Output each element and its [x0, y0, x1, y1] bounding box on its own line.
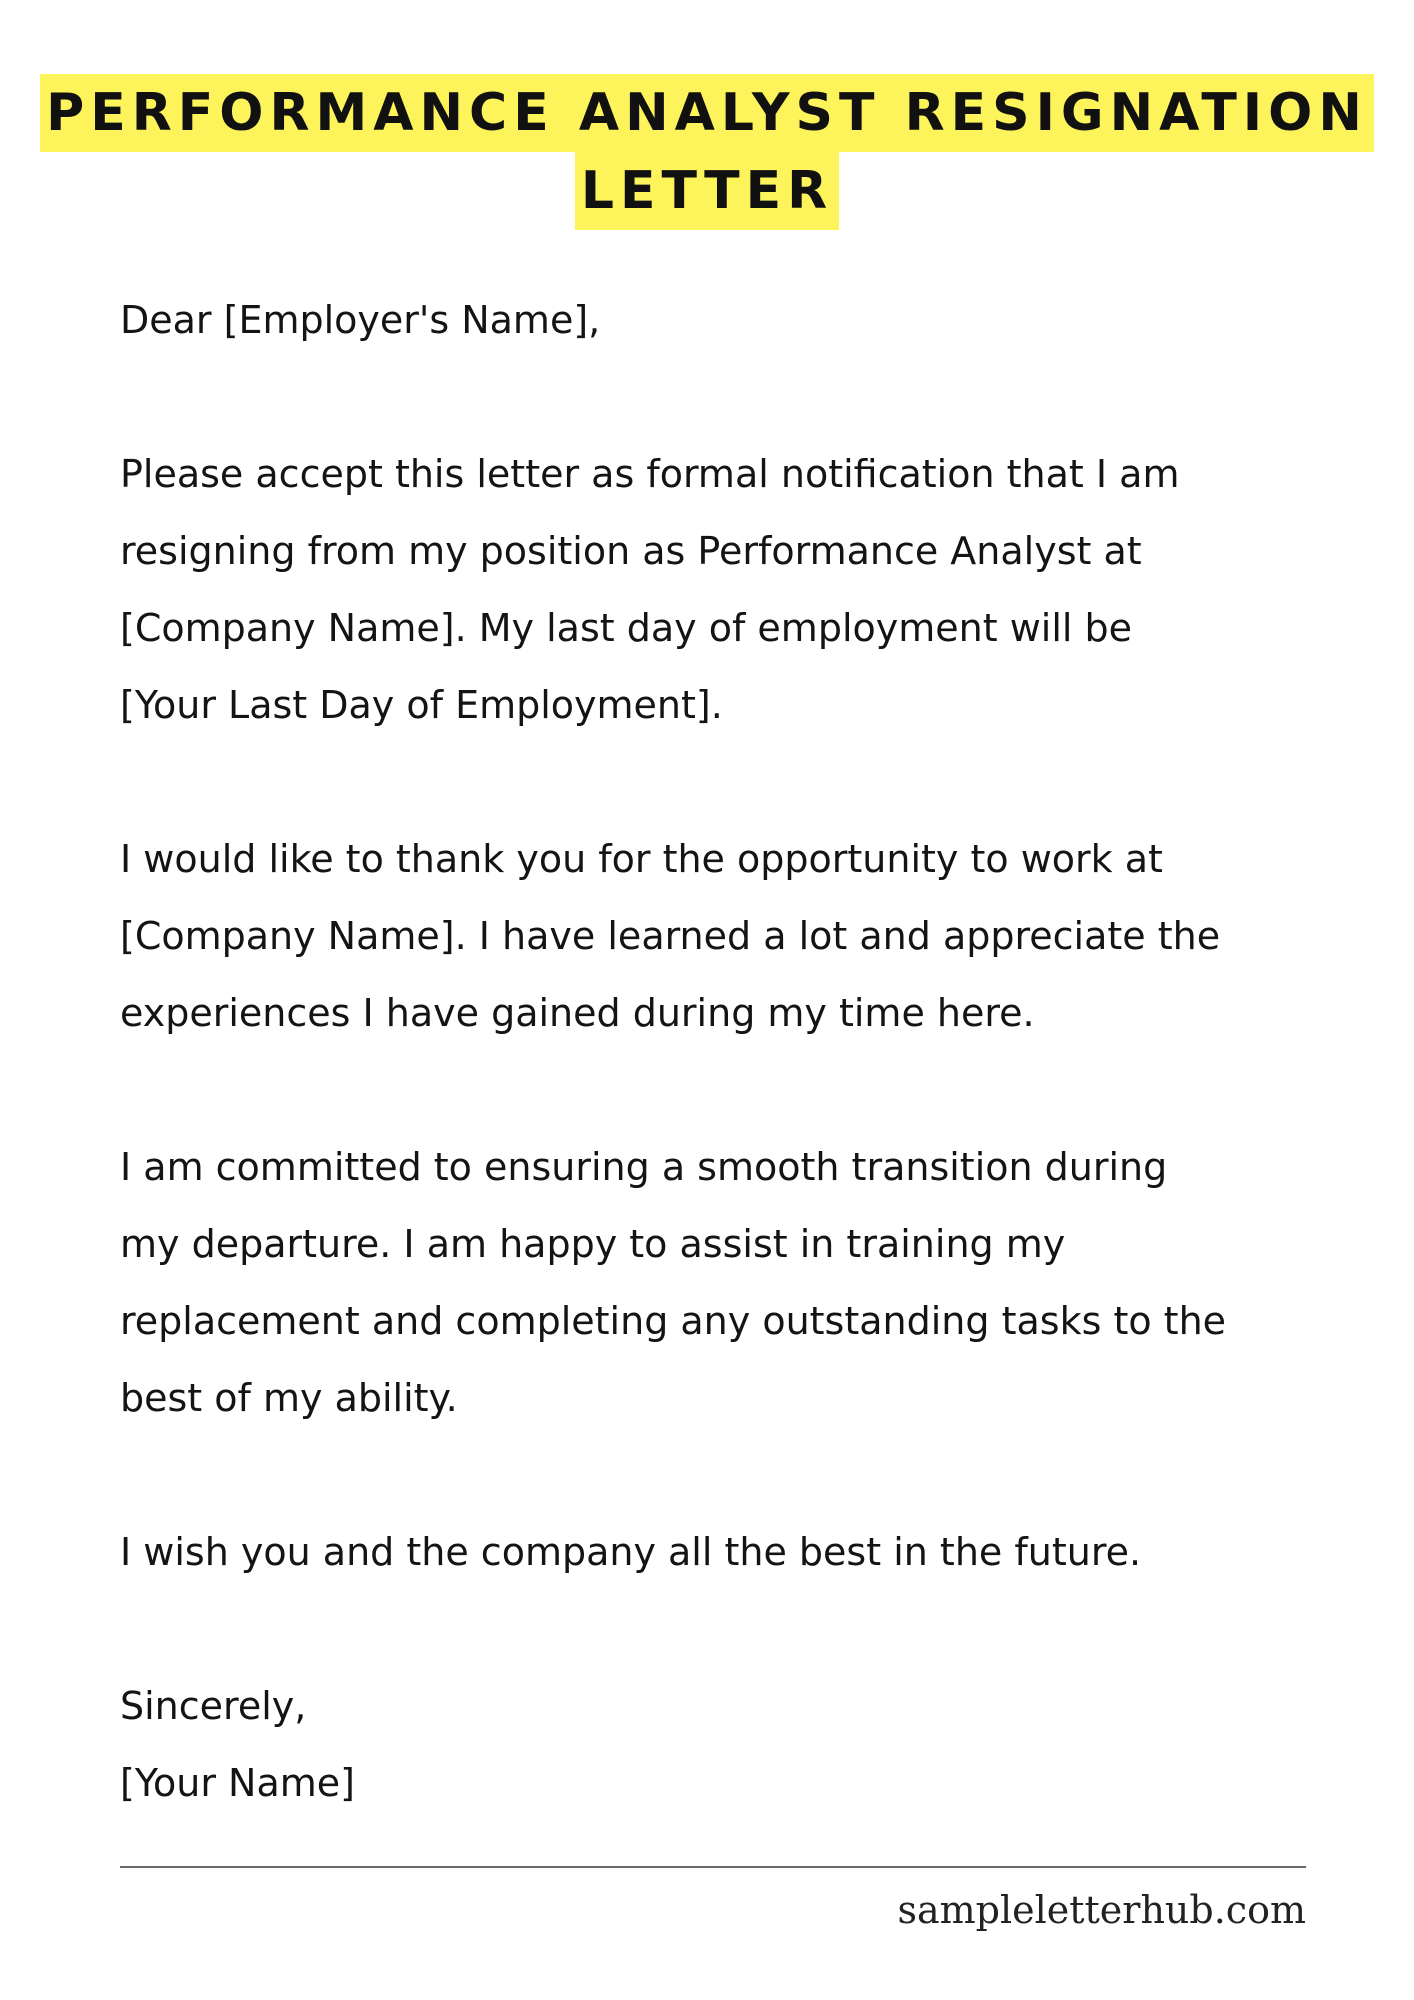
paragraph-2-line: I would like to thank you for the opportunity to work at	[120, 837, 1163, 881]
paragraph-4-line: I wish you and the company all the best in the future.	[120, 1530, 1142, 1574]
salutation-text: Dear [Employer's Name],	[120, 298, 601, 342]
paragraph-1-line: resigning from my position as Performance Analyst at	[120, 529, 1142, 573]
paragraph-3	[120, 1129, 1360, 1437]
paragraph-2-line: [Company Name]. I have learned a lot and appreciate the	[120, 914, 1221, 958]
paragraph-1-line: Please accept this letter as formal notification that I am	[120, 452, 1180, 496]
paragraph-1-line: [Company Name]. My last day of employment will be	[120, 606, 1133, 650]
closing-block	[120, 1668, 1360, 1822]
page-title	[0, 74, 1414, 230]
paragraph-2-line: experiences I have gained during my time here.	[120, 991, 1035, 1035]
salutation	[120, 282, 1360, 359]
paragraph-3-line: replacement and completing any outstanding tasks to the	[120, 1299, 1227, 1343]
signature: [Your Name]	[120, 1761, 355, 1805]
closing: Sincerely,	[120, 1684, 307, 1728]
letter-body	[120, 282, 1360, 1822]
footer-divider	[120, 1866, 1306, 1868]
paragraph-3-line: best of my ability.	[120, 1376, 458, 1420]
paragraph-1	[120, 436, 1360, 744]
paragraph-1-line: [Your Last Day of Employment].	[120, 683, 723, 727]
paragraph-4	[120, 1514, 1360, 1591]
website-footer: sampleletterhub.com	[897, 1888, 1306, 1932]
title-line-1: PERFORMANCE ANALYST RESIGNATION	[40, 74, 1374, 152]
paragraph-3-line: I am committed to ensuring a smooth transition during	[120, 1145, 1168, 1189]
paragraph-3-line: my departure. I am happy to assist in training my	[120, 1222, 1066, 1266]
title-line-2: LETTER	[575, 152, 839, 230]
paragraph-2	[120, 821, 1360, 1052]
